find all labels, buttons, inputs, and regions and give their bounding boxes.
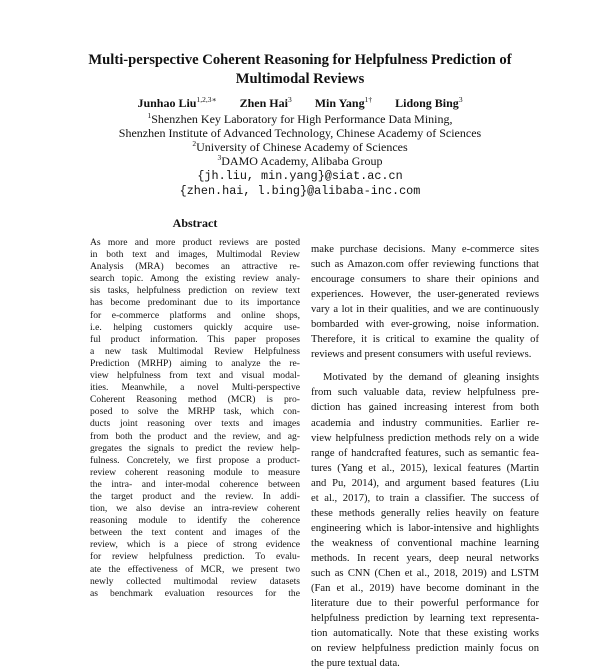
paragraph-line: view helpfulness prediction methods rely on a wide [311,432,539,444]
abstract-line: Prediction (MRHP) aiming to analyze the re- [90,357,300,369]
abstract-line: posed to solve the MRHP task, which con- [90,406,300,418]
paragraph-line: the pure textual data. [311,658,400,670]
abstract-line: ate the effectiveness of MCR, we present two [90,563,300,575]
abstract-line: ities. Meanwhile, a novel Multi-perspective [90,382,300,394]
author: Min Yang$^{1\dagger}$ [314,95,373,110]
paragraph-line: Therefore, it is critical to examine the quality of [311,334,539,346]
abstract-line: As more and more product reviews are posted [90,237,300,248]
paragraph-line: (Fan et al., 2019) have become dominant in the [311,583,539,595]
abstract-line: fulness. Concretely, we first propose a product- [90,454,300,466]
abstract-line: as benchmark evaluation resources for the [90,587,300,599]
paragraph-line: tures (Yang et al., 2015), lexical features (Martin [311,462,539,474]
abstract-line: Coherent Reasoning method (MCR) is pro- [90,394,300,406]
paragraph-line: literature due to their powerful performance for [311,598,539,610]
paragraph-gap [311,362,539,370]
paragraph-line: from such valuable data, review helpfulness pre- [311,387,539,399]
abstract-line: has become predominant due to its importance [90,297,300,309]
abstract-line: newly collected multimodal review datasets [90,575,300,587]
paragraph-line: range of handcrafted features, such as semantic fea- [311,447,539,459]
abstract-line: the intra- and inter-modal coherence between [90,478,300,490]
abstract-line: ducts joint reasoning over texts and images [90,418,300,430]
paragraph-line: reviews and present consumers with useful reviews. [311,349,532,361]
paragraph-line: experiences. However, the user-generated reviews [311,289,539,301]
email: {zhen.hai, l.bing}@alibaba-inc.com [179,184,421,198]
paragraph-line: diction has gained increasing interest from both [311,402,539,414]
affiliation: $^3$DAMO Academy, Alibaba Group [217,153,383,168]
paragraph-line: and Pu, 2014), and argument based features (Liu [311,477,539,489]
abstract-line: Analysis (MRA) becomes an attractive re- [90,261,300,273]
author: Lidong Bing$^3$ [395,95,463,110]
paragraph-line: et al., 2017), to train a classifier. The success of [311,492,539,504]
author-list [40,96,560,110]
abstract-heading: Abstract [172,216,218,230]
abstract-line: for e-commerce platforms and online shops, [90,309,300,321]
abstract-line: the target product and the review. In addi- [90,490,300,502]
paragraph-line: on review helpfulness prediction mainly focus on [311,643,539,655]
affiliation: $^1$Shenzhen Key Laboratory for High Performance Data Mining, [147,111,453,126]
email: {jh.liu, min.yang}@siat.ac.cn [197,169,403,183]
paragraph-line: Motivated by the demand of gleaning insights [323,372,539,384]
affiliation: Shenzhen Institute of Advanced Technology, Chinese Academy of Sciences [118,126,482,140]
paper-title [60,51,540,89]
paragraph-line: engineering which is labor-intensive and highlights [311,522,539,534]
paragraph-line: methods. In recent years, deep neural networks [311,552,539,564]
paragraph-line: encourage consumers to share their opinions and [311,274,539,286]
paragraph-line: bombarded with ever-growing, noise information. [311,319,539,331]
paragraph-line: make purchase decisions. Many e-commerce sites [311,244,539,255]
paragraph-line: vary a lot in their qualities, and we are continuously [311,304,539,316]
abstract-line: tion, we also devise an intra-review coherent [90,503,300,515]
abstract-line: a new task Multimodal Review Helpfulness [90,345,300,357]
abstract-line: i.e. helping customers quickly acquire use- [90,321,300,333]
abstract-line: between the text content and images of the [90,527,300,539]
paragraph-line: such as Amazon.com offer reviewing functions that [311,259,539,271]
paragraph-line: the weakness of conventional machine learning [311,537,539,549]
paragraph-line: academia and industry communities. Earlier re- [311,417,539,429]
affiliation: $^2$University of Chinese Academy of Sciences [192,139,408,154]
abstract-line: search topic. Among the existing review analy- [90,273,300,285]
abstract-line: gregates the signals to predict the review help- [90,442,300,454]
abstract-line: review, which is a piece of strong evidence [90,539,300,551]
abstract-line: view helpfulness from text and visual modal- [90,370,300,382]
author: Zhen Hai$^3$ [239,95,292,110]
abstract-line: for review helpfulness prediction. To evalu- [90,551,300,563]
abstract-body [90,237,300,600]
author: Junhao Liu$^{1,2,3∗}$ [137,95,217,110]
abstract-line: from both the product and the review, and ag- [90,430,300,442]
paragraph-line: tion automatically. Note that these existing works [311,628,539,640]
title-line: Multimodal Reviews [235,71,365,87]
abstract-line: reasoning module to identify the coherence [90,515,300,527]
paragraph-line: such as CNN (Chen et al., 2018, 2019) and LSTM [311,567,539,579]
abstract-line: ful product information. This paper proposes [90,333,300,345]
paragraph-line: helpfulness prediction by learning text representa- [311,613,539,625]
abstract-line: in both text and images, Multimodal Review [90,249,300,261]
abstract-line: sis tasks, helpfulness prediction on review text [90,285,300,297]
introduction-column [311,242,539,671]
paragraph-line: these methods generally relies heavily on feature [311,507,539,519]
abstract-line: review coherent reasoning module to measure [90,466,300,478]
title-line: Multi-perspective Coherent Reasoning for Helpfulness Prediction of [88,52,512,68]
